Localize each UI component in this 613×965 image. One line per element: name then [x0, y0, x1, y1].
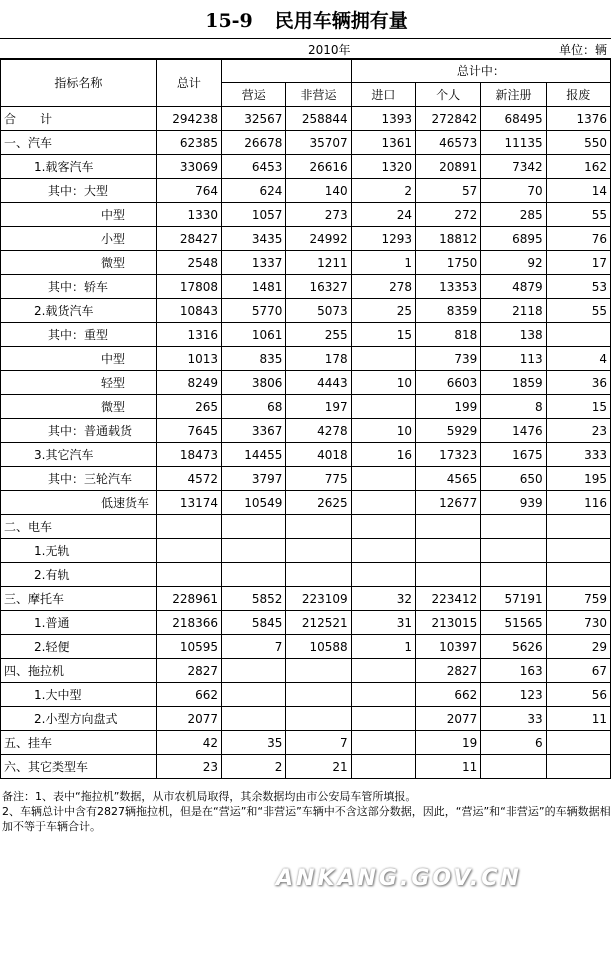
value-cell: 4278	[286, 419, 351, 443]
value-cell: 1	[351, 251, 415, 275]
value-cell: 92	[481, 251, 546, 275]
row-label: 1.大中型	[1, 683, 157, 707]
value-cell	[481, 515, 546, 539]
value-cell	[351, 659, 415, 683]
header-total: 总计	[156, 59, 221, 107]
value-cell: 3797	[222, 467, 286, 491]
value-cell: 10588	[286, 635, 351, 659]
value-cell: 333	[546, 443, 610, 467]
row-label: 其中：轿车	[1, 275, 157, 299]
value-cell	[156, 539, 221, 563]
header-scrapped: 报废	[546, 83, 610, 107]
row-label: 微型	[1, 251, 157, 275]
value-cell: 2625	[286, 491, 351, 515]
value-cell: 223412	[416, 587, 481, 611]
row-label: 六、其它类型车	[1, 755, 157, 779]
value-cell: 7	[222, 635, 286, 659]
value-cell: 7342	[481, 155, 546, 179]
value-cell: 116	[546, 491, 610, 515]
row-label: 低速货车	[1, 491, 157, 515]
value-cell	[286, 563, 351, 587]
value-cell: 35	[222, 731, 286, 755]
row-label: 中型	[1, 347, 157, 371]
value-cell: 1330	[156, 203, 221, 227]
value-cell: 163	[481, 659, 546, 683]
value-cell: 739	[416, 347, 481, 371]
table-title-text: 民用车辆拥有量	[274, 10, 408, 32]
value-cell: 10	[351, 371, 415, 395]
row-label: 2.有轨	[1, 563, 157, 587]
table-row	[1, 395, 611, 419]
value-cell	[481, 539, 546, 563]
value-cell	[351, 395, 415, 419]
value-cell	[351, 347, 415, 371]
header-personal: 个人	[416, 83, 481, 107]
value-cell: 1376	[546, 107, 610, 131]
value-cell: 775	[286, 467, 351, 491]
table-row	[1, 515, 611, 539]
value-cell: 2	[222, 755, 286, 779]
row-label: 中型	[1, 203, 157, 227]
value-cell: 294238	[156, 107, 221, 131]
value-cell: 162	[546, 155, 610, 179]
value-cell	[351, 467, 415, 491]
value-cell: 13353	[416, 275, 481, 299]
table-row	[1, 347, 611, 371]
value-cell: 195	[546, 467, 610, 491]
value-cell: 228961	[156, 587, 221, 611]
value-cell: 10843	[156, 299, 221, 323]
value-cell: 24	[351, 203, 415, 227]
value-cell: 57191	[481, 587, 546, 611]
value-cell: 5770	[222, 299, 286, 323]
value-cell: 624	[222, 179, 286, 203]
value-cell: 21	[286, 755, 351, 779]
table-body	[1, 107, 611, 779]
value-cell: 6603	[416, 371, 481, 395]
value-cell	[416, 539, 481, 563]
value-cell: 1061	[222, 323, 286, 347]
value-cell: 11135	[481, 131, 546, 155]
value-cell: 76	[546, 227, 610, 251]
table-row	[1, 731, 611, 755]
value-cell: 33069	[156, 155, 221, 179]
row-label: 2.轻便	[1, 635, 157, 659]
value-cell: 1361	[351, 131, 415, 155]
row-label: 三、摩托车	[1, 587, 157, 611]
value-cell: 20891	[416, 155, 481, 179]
value-cell: 939	[481, 491, 546, 515]
table-row	[1, 371, 611, 395]
notes	[2, 789, 611, 834]
row-label: 2.载货汽车	[1, 299, 157, 323]
table-row	[1, 203, 611, 227]
value-cell: 730	[546, 611, 610, 635]
table-row	[1, 107, 611, 131]
value-cell: 285	[481, 203, 546, 227]
value-cell: 1316	[156, 323, 221, 347]
table-row	[1, 131, 611, 155]
table-row	[1, 683, 611, 707]
site-watermark: ANKANG.GOV.CN	[276, 866, 522, 891]
value-cell: 68495	[481, 107, 546, 131]
row-label: 其中：普通载货	[1, 419, 157, 443]
value-cell: 7	[286, 731, 351, 755]
table-row	[1, 443, 611, 467]
value-cell: 56	[546, 683, 610, 707]
value-cell	[351, 731, 415, 755]
value-cell: 1211	[286, 251, 351, 275]
value-cell: 5845	[222, 611, 286, 635]
value-cell: 15	[351, 323, 415, 347]
value-cell: 123	[481, 683, 546, 707]
value-cell: 3435	[222, 227, 286, 251]
value-cell: 32567	[222, 107, 286, 131]
value-cell: 23	[156, 755, 221, 779]
header-non-operating: 非营运	[286, 83, 351, 107]
value-cell: 15	[546, 395, 610, 419]
value-cell: 31	[351, 611, 415, 635]
year-label: 2010年	[308, 43, 351, 57]
value-cell	[481, 563, 546, 587]
value-cell: 759	[546, 587, 610, 611]
value-cell: 662	[416, 683, 481, 707]
value-cell: 818	[416, 323, 481, 347]
value-cell	[222, 515, 286, 539]
value-cell: 1	[351, 635, 415, 659]
value-cell: 6895	[481, 227, 546, 251]
value-cell	[546, 539, 610, 563]
value-cell: 67	[546, 659, 610, 683]
row-label: 五、挂车	[1, 731, 157, 755]
value-cell	[416, 563, 481, 587]
value-cell: 272	[416, 203, 481, 227]
row-label: 轻型	[1, 371, 157, 395]
table-number: 15-9	[205, 10, 253, 32]
value-cell: 178	[286, 347, 351, 371]
value-cell: 1476	[481, 419, 546, 443]
table-row	[1, 419, 611, 443]
row-label: 微型	[1, 395, 157, 419]
value-cell	[286, 683, 351, 707]
value-cell	[222, 563, 286, 587]
value-cell: 258844	[286, 107, 351, 131]
value-cell: 28427	[156, 227, 221, 251]
table-row	[1, 491, 611, 515]
row-label: 1.无轨	[1, 539, 157, 563]
value-cell: 57	[416, 179, 481, 203]
value-cell: 4018	[286, 443, 351, 467]
vehicle-table	[0, 58, 611, 779]
value-cell: 2827	[416, 659, 481, 683]
value-cell: 213015	[416, 611, 481, 635]
value-cell: 2077	[156, 707, 221, 731]
value-cell: 26616	[286, 155, 351, 179]
row-label: 其中：三轮汽车	[1, 467, 157, 491]
value-cell: 10549	[222, 491, 286, 515]
value-cell: 11	[546, 707, 610, 731]
value-cell: 1750	[416, 251, 481, 275]
value-cell	[156, 515, 221, 539]
value-cell: 1013	[156, 347, 221, 371]
table-row	[1, 155, 611, 179]
value-cell: 1320	[351, 155, 415, 179]
value-cell: 23	[546, 419, 610, 443]
value-cell: 2118	[481, 299, 546, 323]
table-row	[1, 611, 611, 635]
value-cell: 138	[481, 323, 546, 347]
value-cell: 17	[546, 251, 610, 275]
value-cell: 55	[546, 203, 610, 227]
value-cell: 51565	[481, 611, 546, 635]
value-cell: 17323	[416, 443, 481, 467]
value-cell: 4	[546, 347, 610, 371]
value-cell: 4572	[156, 467, 221, 491]
value-cell	[286, 515, 351, 539]
value-cell: 7645	[156, 419, 221, 443]
value-cell: 2077	[416, 707, 481, 731]
value-cell: 212521	[286, 611, 351, 635]
value-cell: 18473	[156, 443, 221, 467]
value-cell	[481, 755, 546, 779]
value-cell: 1481	[222, 275, 286, 299]
value-cell: 3367	[222, 419, 286, 443]
table-row	[1, 563, 611, 587]
value-cell	[222, 707, 286, 731]
table-row	[1, 227, 611, 251]
value-cell: 53	[546, 275, 610, 299]
value-cell: 1859	[481, 371, 546, 395]
value-cell: 42	[156, 731, 221, 755]
value-cell: 3806	[222, 371, 286, 395]
value-cell	[351, 515, 415, 539]
value-cell: 8	[481, 395, 546, 419]
value-cell: 18812	[416, 227, 481, 251]
row-label: 1.载客汽车	[1, 155, 157, 179]
value-cell: 272842	[416, 107, 481, 131]
value-cell: 2827	[156, 659, 221, 683]
value-cell: 255	[286, 323, 351, 347]
value-cell: 46573	[416, 131, 481, 155]
row-label: 合 计	[1, 107, 157, 131]
row-label: 3.其它汽车	[1, 443, 157, 467]
value-cell: 12677	[416, 491, 481, 515]
row-label: 2.小型方向盘式	[1, 707, 157, 731]
header-operating: 营运	[222, 83, 286, 107]
value-cell	[546, 563, 610, 587]
value-cell: 10595	[156, 635, 221, 659]
value-cell: 16327	[286, 275, 351, 299]
value-cell: 8249	[156, 371, 221, 395]
value-cell: 4443	[286, 371, 351, 395]
value-cell: 10	[351, 419, 415, 443]
value-cell: 6453	[222, 155, 286, 179]
value-cell: 36	[546, 371, 610, 395]
header-imported: 进口	[351, 83, 415, 107]
row-label: 其中：重型	[1, 323, 157, 347]
value-cell: 1293	[351, 227, 415, 251]
value-cell	[222, 539, 286, 563]
row-label: 1.普通	[1, 611, 157, 635]
table-row	[1, 275, 611, 299]
value-cell: 14455	[222, 443, 286, 467]
table-row	[1, 179, 611, 203]
table-row	[1, 299, 611, 323]
value-cell: 199	[416, 395, 481, 419]
value-cell: 32	[351, 587, 415, 611]
value-cell: 55	[546, 299, 610, 323]
value-cell: 5929	[416, 419, 481, 443]
value-cell	[286, 707, 351, 731]
table-row	[1, 251, 611, 275]
value-cell: 19	[416, 731, 481, 755]
value-cell: 1393	[351, 107, 415, 131]
value-cell	[351, 707, 415, 731]
value-cell	[351, 683, 415, 707]
value-cell: 550	[546, 131, 610, 155]
value-cell: 835	[222, 347, 286, 371]
value-cell: 764	[156, 179, 221, 203]
row-label: 四、拖拉机	[1, 659, 157, 683]
header-among-total: 总计中：	[351, 59, 610, 83]
value-cell	[222, 683, 286, 707]
row-label: 二、电车	[1, 515, 157, 539]
value-cell: 1337	[222, 251, 286, 275]
value-cell: 70	[481, 179, 546, 203]
value-cell: 33	[481, 707, 546, 731]
note-line: 备注：1、表中“拖拉机”数据，从市农机局取得，其余数据均由市公安局车管所填报。	[2, 790, 417, 803]
table-title	[0, 6, 613, 33]
value-cell: 16	[351, 443, 415, 467]
value-cell: 4879	[481, 275, 546, 299]
value-cell	[286, 659, 351, 683]
value-cell: 5626	[481, 635, 546, 659]
value-cell: 5073	[286, 299, 351, 323]
table-row	[1, 635, 611, 659]
table-row	[1, 587, 611, 611]
value-cell	[351, 563, 415, 587]
value-cell: 14	[546, 179, 610, 203]
value-cell	[156, 563, 221, 587]
value-cell: 4565	[416, 467, 481, 491]
table-row	[1, 659, 611, 683]
value-cell: 17808	[156, 275, 221, 299]
value-cell: 2	[351, 179, 415, 203]
value-cell: 140	[286, 179, 351, 203]
value-cell: 273	[286, 203, 351, 227]
unit-label: 单位：辆	[558, 43, 607, 57]
value-cell: 650	[481, 467, 546, 491]
value-cell: 218366	[156, 611, 221, 635]
value-cell: 29	[546, 635, 610, 659]
value-cell: 8359	[416, 299, 481, 323]
value-cell: 265	[156, 395, 221, 419]
value-cell: 62385	[156, 131, 221, 155]
table-row	[1, 467, 611, 491]
meta-row	[0, 38, 611, 60]
header-new-registration: 新注册	[481, 83, 546, 107]
value-cell	[351, 539, 415, 563]
value-cell: 24992	[286, 227, 351, 251]
value-cell: 1675	[481, 443, 546, 467]
value-cell	[546, 515, 610, 539]
value-cell	[222, 659, 286, 683]
value-cell: 25	[351, 299, 415, 323]
row-label: 其中：大型	[1, 179, 157, 203]
value-cell: 113	[481, 347, 546, 371]
value-cell: 197	[286, 395, 351, 419]
value-cell: 35707	[286, 131, 351, 155]
row-label: 一、汽车	[1, 131, 157, 155]
row-label: 小型	[1, 227, 157, 251]
value-cell: 26678	[222, 131, 286, 155]
value-cell: 223109	[286, 587, 351, 611]
value-cell	[546, 755, 610, 779]
value-cell: 662	[156, 683, 221, 707]
value-cell: 6	[481, 731, 546, 755]
table-row	[1, 539, 611, 563]
table-row	[1, 323, 611, 347]
value-cell: 10397	[416, 635, 481, 659]
value-cell: 13174	[156, 491, 221, 515]
value-cell	[546, 323, 610, 347]
value-cell	[351, 755, 415, 779]
value-cell: 11	[416, 755, 481, 779]
value-cell	[546, 731, 610, 755]
note-line: 2、车辆总计中含有2827辆拖拉机，但是在“营运”和“非营运”车辆中不含这部分数据，因此，“营运”和“非营运”的车辆数据相加不等于车辆合计。	[2, 805, 611, 833]
value-cell: 5852	[222, 587, 286, 611]
value-cell: 68	[222, 395, 286, 419]
value-cell	[416, 515, 481, 539]
value-cell	[351, 491, 415, 515]
table-row	[1, 707, 611, 731]
value-cell: 1057	[222, 203, 286, 227]
table-row	[1, 755, 611, 779]
header-name: 指标名称	[1, 59, 157, 107]
header-blank	[222, 59, 352, 83]
value-cell: 278	[351, 275, 415, 299]
value-cell	[286, 539, 351, 563]
value-cell: 2548	[156, 251, 221, 275]
